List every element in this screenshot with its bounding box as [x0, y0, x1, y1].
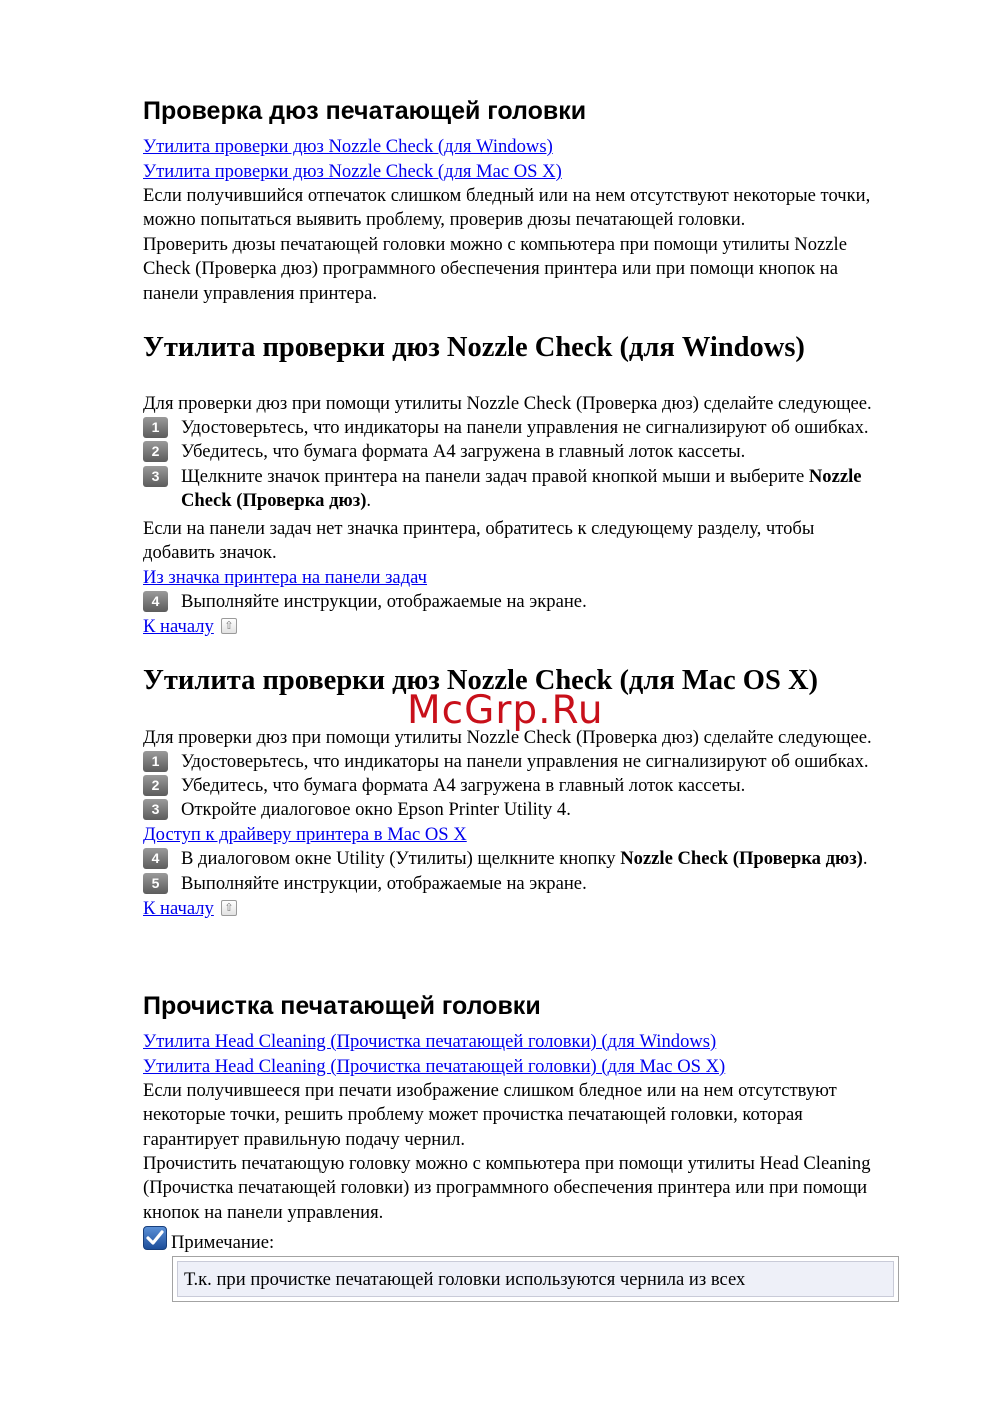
paragraph-line: можно попытаться выявить проблему, проверив дюзы печатающей головки.	[143, 209, 746, 230]
paragraph-line: Проверить дюзы печатающей головки можно с компьютера при помощи утилиты Nozzle	[143, 234, 847, 255]
step-number-badge: 3	[143, 799, 168, 820]
step-number-badge: 5	[143, 873, 168, 894]
note-box	[172, 1256, 899, 1302]
step-number-badge: 3	[143, 466, 168, 487]
step-number-badge: 1	[143, 417, 168, 438]
paragraph-line: Check (Проверка дюз) программного обеспечения принтера или при помощи кнопок на	[143, 258, 838, 279]
paragraph-line: панели управления принтера.	[143, 283, 377, 304]
link-nozzle-check-windows[interactable]: Утилита проверки дюз Nozzle Check (для Windows)	[143, 136, 553, 157]
step-text: Выполняйте инструкции, отображаемые на экране.	[181, 591, 587, 612]
step-text: Удостоверьтесь, что индикаторы на панели управления не сигнализируют об ошибках.	[181, 417, 869, 438]
step-text: Убедитесь, что бумага формата A4 загружена в главный лоток кассеты.	[181, 441, 746, 462]
note-header	[143, 1226, 343, 1252]
link-printer-driver-mac[interactable]: Доступ к драйверу принтера в Mac OS X	[143, 824, 467, 845]
step-text: Щелкните значок принтера на панели задач правой кнопкой мыши и выберите Nozzle	[181, 466, 862, 487]
heading-nozzle-check: Проверка дюз печатающей головки	[143, 97, 587, 125]
step-number-badge: 2	[143, 775, 168, 796]
arrow-up-icon[interactable]: ⇧	[221, 900, 237, 916]
link-nozzle-check-mac[interactable]: Утилита проверки дюз Nozzle Check (для Mac OS X)	[143, 161, 562, 182]
note-content	[177, 1261, 894, 1297]
paragraph-line: гарантирует правильную подачу чернил.	[143, 1129, 466, 1150]
step-number-badge: 2	[143, 441, 168, 462]
step-text: Откройте диалоговое окно Epson Printer Utility 4.	[181, 799, 571, 820]
ui-term: Nozzle	[808, 466, 862, 487]
intro-text: Для проверки дюз при помощи утилиты Nozzle Check (Проверка дюз) сделайте следующее.	[143, 393, 872, 414]
paragraph-line: кнопок на панели управления.	[143, 1202, 384, 1223]
paragraph-line: Если получившееся при печати изображение слишком бледное или на нем отсутствуют	[143, 1080, 837, 1101]
paragraph-line: Прочистить печатающую головку можно с компьютера при помощи утилиты Head Cleaning	[143, 1153, 871, 1174]
link-taskbar-icon[interactable]: Из значка принтера на панели задач	[143, 567, 428, 588]
step-number-badge: 4	[143, 591, 168, 612]
step-text: Выполняйте инструкции, отображаемые на экране.	[181, 873, 587, 894]
heading-nozzle-check-windows: Утилита проверки дюз Nozzle Check (для Windows)	[143, 332, 805, 363]
note-label: Примечание:	[171, 1232, 275, 1253]
step-number-badge: 4	[143, 848, 168, 869]
step-text-continued: Check (Проверка дюз).	[181, 490, 372, 511]
step-text: Удостоверьтесь, что индикаторы на панели управления не сигнализируют об ошибках.	[181, 751, 869, 772]
paragraph-line: (Прочистка печатающей головки) из программного обеспечения принтера или при помощи	[143, 1177, 868, 1198]
step-number-badge: 1	[143, 751, 168, 772]
watermark: McGrp.Ru	[407, 688, 604, 733]
back-to-top-link[interactable]: К началу	[143, 616, 214, 637]
paragraph-line: добавить значок.	[143, 542, 277, 563]
note-text: Т.к. при прочистке печатающей головки используются чернила из всех	[184, 1269, 746, 1290]
intro-text: Для проверки дюз при помощи утилиты Nozzle Check (Проверка дюз) сделайте следующее.	[143, 727, 872, 748]
ui-term: Check (Проверка дюз)	[181, 490, 367, 511]
checkmark-note-icon	[143, 1226, 167, 1250]
step-text: Убедитесь, что бумага формата A4 загружена в главный лоток кассеты.	[181, 775, 746, 796]
heading-nozzle-check-mac: Утилита проверки дюз Nozzle Check (для Mac OS X)	[143, 665, 819, 696]
ui-term: Nozzle Check (Проверка дюз)	[620, 848, 863, 869]
arrow-up-icon[interactable]: ⇧	[221, 618, 237, 634]
back-to-top[interactable]	[143, 897, 237, 922]
paragraph-line: Если получившийся отпечаток слишком бледный или на нем отсутствуют некоторые точки,	[143, 185, 871, 206]
back-to-top[interactable]	[143, 615, 237, 640]
link-head-cleaning-windows[interactable]: Утилита Head Cleaning (Прочистка печатающей головки) (для Windows)	[143, 1031, 717, 1052]
back-to-top-link[interactable]: К началу	[143, 898, 214, 919]
paragraph-line: Если на панели задач нет значка принтера, обратитесь к следующему разделу, чтобы	[143, 518, 815, 539]
link-head-cleaning-mac[interactable]: Утилита Head Cleaning (Прочистка печатающей головки) (для Mac OS X)	[143, 1056, 726, 1077]
step-text: В диалоговом окне Utility (Утилиты) щелкните кнопку Nozzle Check (Проверка дюз).	[181, 848, 868, 869]
heading-head-cleaning: Прочистка печатающей головки	[143, 992, 541, 1020]
paragraph-line: некоторые точки, решить проблему может прочистка печатающей головки, которая	[143, 1104, 803, 1125]
